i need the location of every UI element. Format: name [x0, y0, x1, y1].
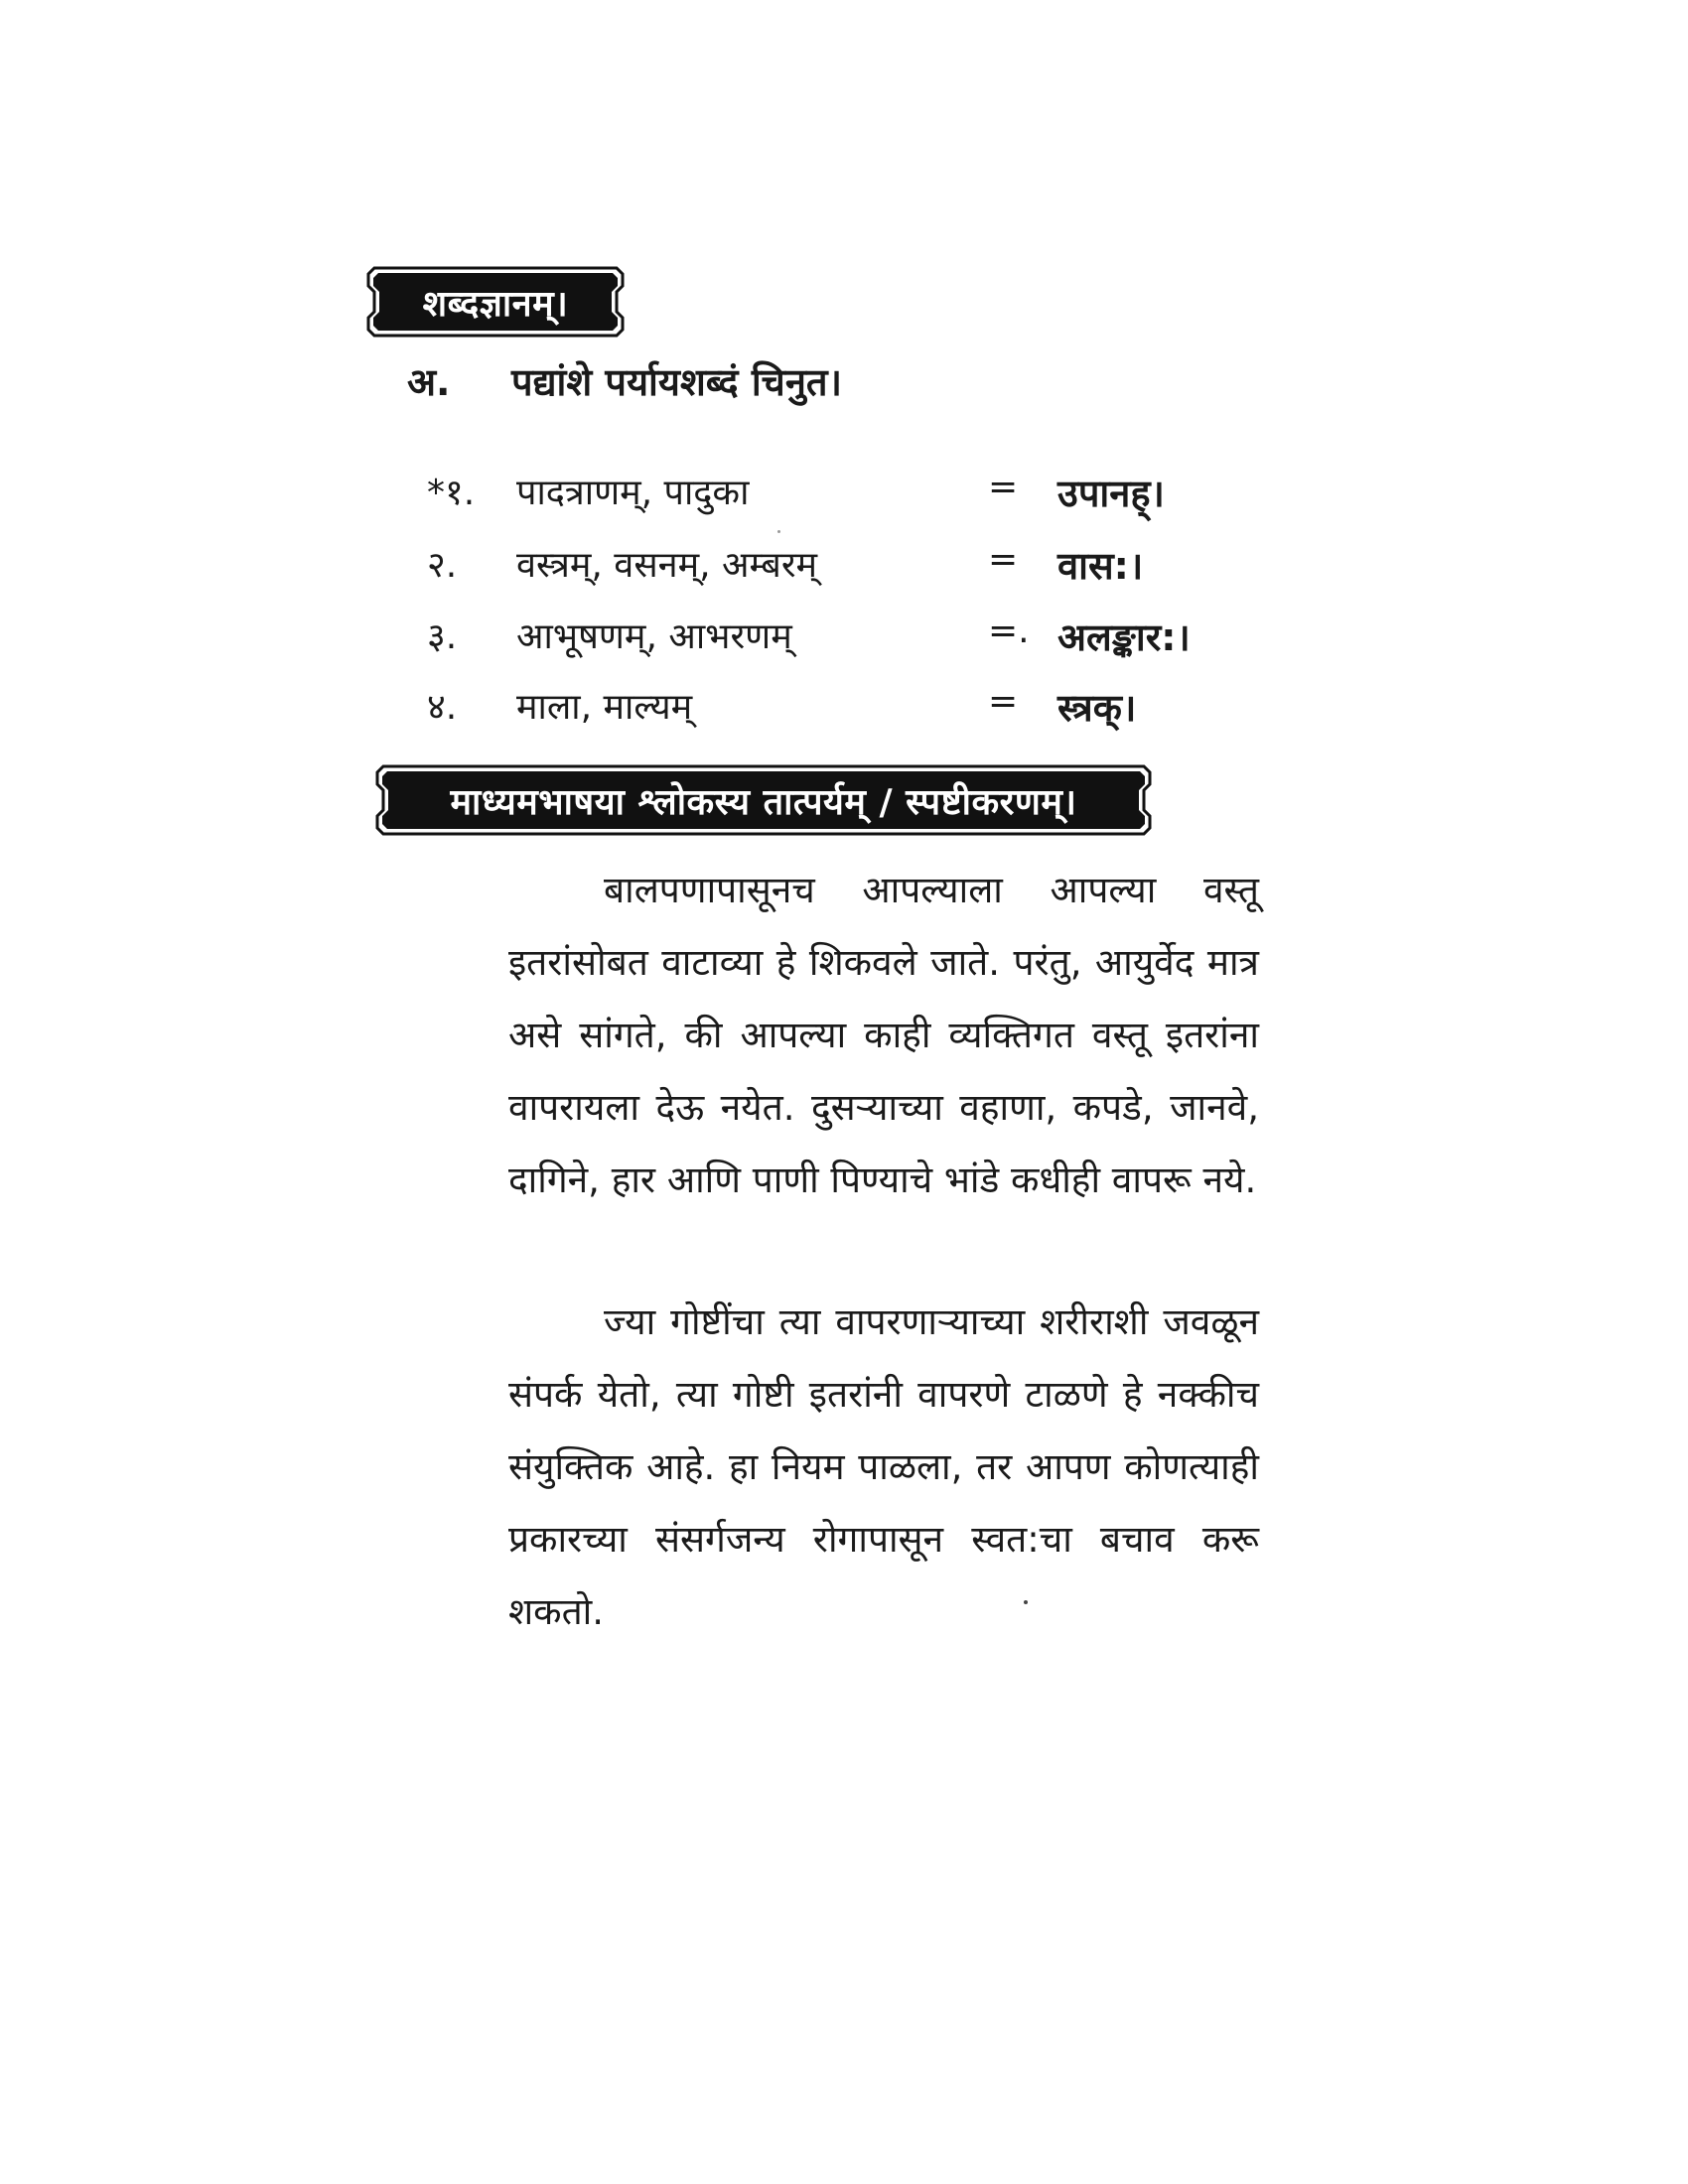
equals-sign: =.	[988, 611, 1030, 651]
question-label: अ.	[407, 360, 451, 404]
question-text: पद्यांशे पर्यायशब्दं चिनुत।	[511, 360, 842, 404]
scan-speck	[1024, 1600, 1028, 1604]
synonym-row	[427, 611, 1261, 670]
explanation-paragraph: बालपणापासूनच आपल्याला आपल्या वस्तू इतरांसोबत वाटाव्या हे शिकवले जाते. परंतु, आयुर्वेद मात्र असे सांगते, की आपल्या काही व्यक्तिगत वस्तू इतरांना वापरायला देऊ नयेत. दुसऱ्याच्या वहाणा, कपडे, जानवे, दागिने, हार आणि पाणी पिण्याचे भांडे कधीही वापरू नये.	[508, 869, 1259, 1201]
section-banner-explanation	[373, 762, 1154, 838]
equals-sign: =	[988, 681, 1019, 722]
synonym-row	[427, 539, 1261, 599]
section-banner-vocabulary	[364, 264, 627, 340]
item-number: *१.	[427, 473, 476, 513]
synonym-words: आभूषणम्, आभरणम्	[516, 616, 792, 657]
item-number: ४.	[427, 687, 458, 728]
item-number: ३.	[427, 616, 458, 657]
synonym-words: वस्त्रम्, वसनम्, अम्बरम्	[516, 545, 818, 586]
scan-speck	[777, 530, 780, 533]
synonym-answer: वास:।	[1057, 544, 1144, 588]
synonym-words: माला, माल्यम्	[516, 687, 693, 728]
item-number: २.	[427, 545, 458, 586]
equals-sign: =	[988, 467, 1019, 507]
synonym-answer: उपानह्।	[1057, 472, 1165, 515]
synonym-words: पादत्राणम्, पादुका	[516, 473, 750, 513]
explanation-paragraph: ज्या गोष्टींचा त्या वापरणाऱ्याच्या शरीराशी जवळून संपर्क येतो, त्या गोष्टी इतरांनी वापरणे टाळणे हे नक्कीच संयुक्तिक आहे. हा नियम पाळला, तर आपण कोणत्याही प्रकारच्या संसर्गजन्य रोगापासून स्वत:चा बचाव करू शकतो.	[508, 1300, 1259, 1633]
equals-sign: =	[988, 539, 1019, 580]
question-heading	[407, 355, 842, 407]
section-title: माध्यमभाषया श्लोकस्य तात्पर्यम् / स्पष्टीकरणम्।	[450, 781, 1077, 823]
synonym-answer: अलङ्कार:।	[1057, 615, 1191, 659]
section-title: शब्दज्ञानम्।	[422, 283, 569, 325]
synonym-row	[427, 467, 1261, 526]
synonym-answer: स्त्रक्।	[1057, 686, 1137, 730]
synonym-row	[427, 681, 1261, 741]
